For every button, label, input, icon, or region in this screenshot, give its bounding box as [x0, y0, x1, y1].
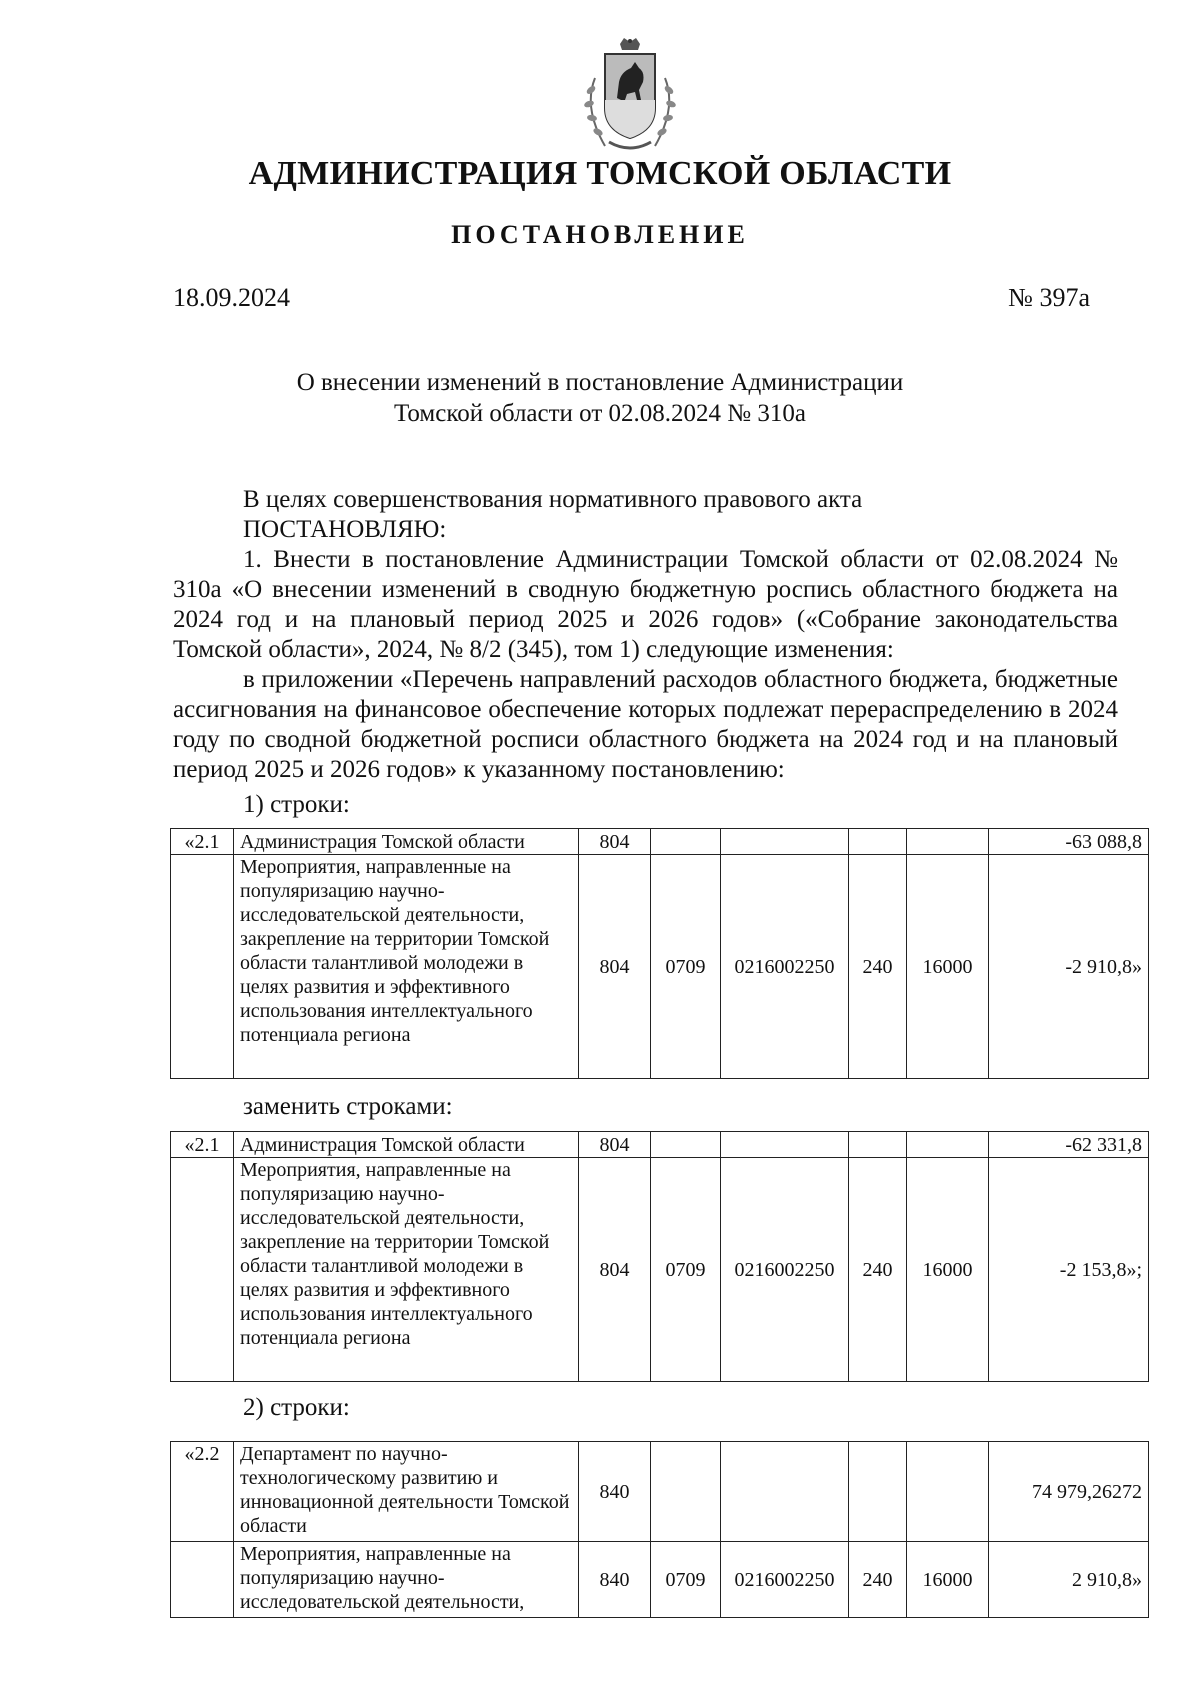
target-code — [721, 1442, 849, 1542]
ministry-code: 804 — [579, 855, 651, 1079]
table-rows-2 — [170, 1441, 1149, 1618]
document-type: ПОСТАНОВЛЕНИЕ — [451, 220, 749, 249]
expense-type: 240 — [849, 1542, 907, 1618]
document-subject — [0, 367, 1200, 429]
ministry-code: 840 — [579, 1442, 651, 1542]
item-1-paragraph: 1. Внести в постановление Администрации Томской области от 02.08.2024 № 310а «О внесении изменений в сводную бюджетную роспись областного бюджета на 2024 год и на плановый период 2025 и 2026 годов» («Собрание законодательства Томской области», 2024, № 8/2 (345), том 1) следующие изменения: — [173, 546, 1118, 663]
decree-word: ПОСТАНОВЛЯЮ: — [243, 516, 447, 543]
target-code: 0216002250 — [721, 1158, 849, 1382]
direction-code — [907, 1442, 989, 1542]
row-number: «2.1 — [171, 1132, 234, 1158]
ministry-code: 804 — [579, 1158, 651, 1382]
rows-1-label: 1) строки: — [243, 791, 350, 818]
direction-code — [907, 1132, 989, 1158]
row-name: Мероприятия, направленные на популяризацию научно-исследовательской деятельности, закрепление на территории Томской области талантливой молодежи в целях развития и эффективного использования интеллектуального потенциала региона — [234, 855, 579, 1079]
row-name: Администрация Томской области — [234, 1132, 579, 1158]
section-code — [651, 829, 721, 855]
annex-paragraph: в приложении «Перечень направлений расходов областного бюджета, бюджетные ассигнования на финансовое обеспечение которых подлежат перераспределению в 2024 году по сводной бюджетной росписи областного бюджета на 2024 год и на плановый период 2025 и 2026 годов» к указанному постановлению: — [173, 666, 1118, 783]
target-code: 0216002250 — [721, 855, 849, 1079]
direction-code — [907, 829, 989, 855]
row-name: Департамент по научно-технологическому развитию и инновационной деятельности Томской области — [234, 1442, 579, 1542]
direction-code: 16000 — [907, 1542, 989, 1618]
section-code: 0709 — [651, 1158, 721, 1382]
row-number: «2.2 — [171, 1442, 234, 1542]
table-new-rows — [170, 1131, 1149, 1382]
ministry-code: 804 — [579, 1132, 651, 1158]
table-row — [171, 1442, 1149, 1542]
amount: -62 331,8 — [989, 1132, 1149, 1158]
organization-title: АДМИНИСТРАЦИЯ ТОМСКОЙ ОБЛАСТИ — [248, 155, 952, 192]
table-row — [171, 1542, 1149, 1618]
expense-type: 240 — [849, 1158, 907, 1382]
document-number: № 397а — [1008, 283, 1090, 312]
replace-label: заменить строками: — [243, 1093, 453, 1120]
document-date: 18.09.2024 — [173, 283, 290, 312]
section-code: 0709 — [651, 855, 721, 1079]
amount: -2 153,8»; — [989, 1158, 1149, 1382]
amount: 2 910,8» — [989, 1542, 1149, 1618]
ministry-code: 840 — [579, 1542, 651, 1618]
section-code: 0709 — [651, 1542, 721, 1618]
table-old-rows — [170, 828, 1149, 1079]
amount: -63 088,8 — [989, 829, 1149, 855]
direction-code: 16000 — [907, 855, 989, 1079]
target-code — [721, 1132, 849, 1158]
expense-type: 240 — [849, 855, 907, 1079]
target-code: 0216002250 — [721, 1542, 849, 1618]
table-row — [171, 855, 1149, 1079]
tomsk-coat-of-arms-icon — [575, 38, 685, 158]
expense-type — [849, 1132, 907, 1158]
amount: 74 979,26272 — [989, 1442, 1149, 1542]
row-name: Администрация Томской области — [234, 829, 579, 855]
row-name: Мероприятия, направленные на популяризацию научно-исследовательской деятельности, закрепление на территории Томской области талантливой молодежи в целях развития и эффективного использования интеллектуального потенциала региона — [234, 1158, 579, 1382]
body-text — [173, 485, 1118, 785]
section-code — [651, 1442, 721, 1542]
section-code — [651, 1132, 721, 1158]
expense-type — [849, 1442, 907, 1542]
rows-2-label: 2) строки: — [243, 1394, 350, 1421]
expense-type — [849, 829, 907, 855]
row-number — [171, 1158, 234, 1382]
row-number — [171, 855, 234, 1079]
amount: -2 910,8» — [989, 855, 1149, 1079]
ministry-code: 804 — [579, 829, 651, 855]
table-row — [171, 1158, 1149, 1382]
row-number: «2.1 — [171, 829, 234, 855]
row-name: Мероприятия, направленные на популяризацию научно-исследовательской деятельности, — [234, 1542, 579, 1618]
direction-code: 16000 — [907, 1158, 989, 1382]
purpose-paragraph: В целях совершенствования нормативного правового акта — [243, 486, 863, 513]
target-code — [721, 829, 849, 855]
table-row — [171, 1132, 1149, 1158]
row-number — [171, 1542, 234, 1618]
subject-line: О внесении изменений в постановление Администрации — [296, 369, 904, 396]
subject-line: Томской области от 02.08.2024 № 310а — [394, 400, 806, 427]
table-row — [171, 829, 1149, 855]
